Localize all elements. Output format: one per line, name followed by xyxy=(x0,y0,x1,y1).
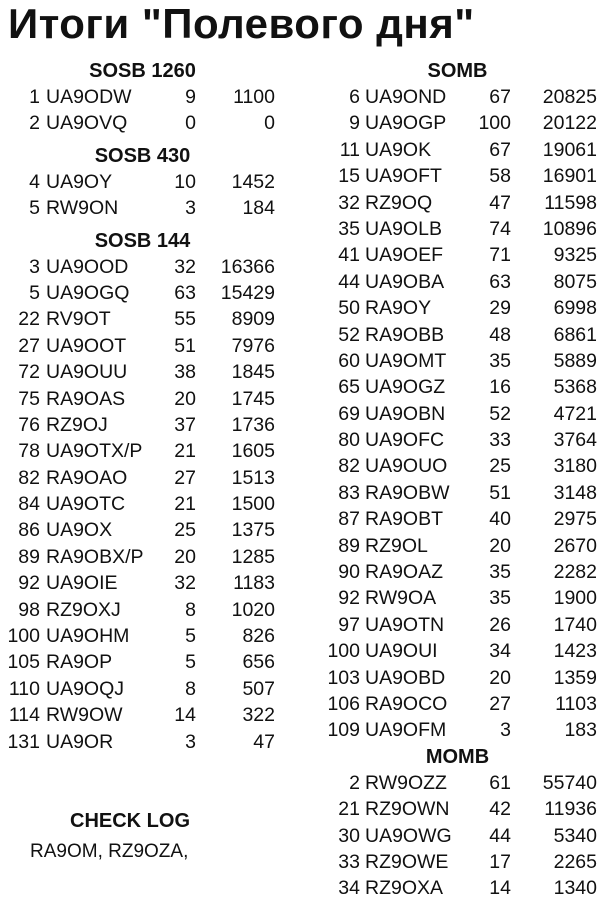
row-call: RZ9OL xyxy=(365,534,428,557)
row-rank: 5 xyxy=(29,281,40,304)
table-row xyxy=(315,137,600,163)
row-qso: 44 xyxy=(489,824,511,847)
row-rank: 103 xyxy=(327,666,360,689)
row-rank: 27 xyxy=(18,334,40,357)
table-row xyxy=(315,823,600,849)
row-rank: 100 xyxy=(7,625,40,648)
table-row xyxy=(315,216,600,242)
row-pts: 55740 xyxy=(542,771,597,794)
table-row xyxy=(315,533,600,559)
row-call: RZ9OWN xyxy=(365,798,450,821)
row-qso: 63 xyxy=(174,281,196,304)
table-row xyxy=(315,849,600,875)
row-qso: 35 xyxy=(489,587,511,610)
row-call: RV9OT xyxy=(46,308,111,331)
row-qso: 20 xyxy=(174,387,196,410)
row-qso: 35 xyxy=(489,561,511,584)
table-row xyxy=(315,480,600,506)
table-row xyxy=(315,295,600,321)
row-qso: 0 xyxy=(185,112,196,135)
row-qso: 10 xyxy=(174,170,196,193)
table-row xyxy=(315,796,600,822)
row-call: UA9OLB xyxy=(365,217,442,240)
row-call: UA9OOT xyxy=(46,334,127,357)
row-qso: 52 xyxy=(489,402,511,425)
row-pts: 1285 xyxy=(231,545,275,568)
row-qso: 26 xyxy=(489,613,511,636)
row-pts: 4721 xyxy=(553,402,597,425)
row-rank: 97 xyxy=(338,613,360,636)
row-qso: 20 xyxy=(489,666,511,689)
table-row xyxy=(0,333,285,359)
row-qso: 14 xyxy=(489,877,511,900)
table-row xyxy=(315,348,600,374)
row-call: RA9OAS xyxy=(46,387,126,410)
row-pts: 184 xyxy=(242,197,275,220)
row-call: UA9OFM xyxy=(365,719,447,742)
row-rank: 34 xyxy=(338,877,360,900)
row-qso: 47 xyxy=(489,191,511,214)
row-qso: 27 xyxy=(489,692,511,715)
section-heading: SOSB 430 xyxy=(94,144,191,167)
table-row xyxy=(315,401,600,427)
row-qso: 42 xyxy=(489,798,511,821)
row-rank: 41 xyxy=(338,244,360,267)
row-pts: 16901 xyxy=(542,165,597,188)
row-qso: 25 xyxy=(174,519,196,542)
row-call: RZ9OWE xyxy=(365,850,449,873)
row-qso: 51 xyxy=(174,334,196,357)
row-rank: 1 xyxy=(29,86,40,108)
row-rank: 98 xyxy=(18,598,40,621)
row-call: RA9OAZ xyxy=(365,561,444,584)
check-log-heading: CHECK LOG xyxy=(70,810,190,832)
row-pts: 8909 xyxy=(231,308,275,331)
row-rank: 4 xyxy=(29,170,40,193)
row-call: UA9OUO xyxy=(365,455,448,478)
row-call: UA9OVQ xyxy=(46,112,128,135)
row-qso: 67 xyxy=(489,138,511,161)
table-row xyxy=(0,254,285,280)
row-rank: 114 xyxy=(8,704,40,727)
row-call: UA9OQJ xyxy=(46,677,125,700)
row-qso: 3 xyxy=(185,730,196,753)
row-pts: 5368 xyxy=(553,376,597,399)
row-pts: 656 xyxy=(242,651,275,674)
row-rank: 65 xyxy=(338,376,360,399)
row-call: UA9OK xyxy=(365,138,432,161)
row-pts: 1740 xyxy=(553,613,597,636)
row-pts: 11598 xyxy=(544,191,597,214)
row-rank: 33 xyxy=(338,850,360,873)
row-rank: 75 xyxy=(18,387,40,410)
table-row xyxy=(315,612,600,638)
row-pts: 1020 xyxy=(231,598,275,621)
row-pts: 15429 xyxy=(220,281,275,304)
row-pts: 5340 xyxy=(553,824,597,847)
row-rank: 6 xyxy=(349,86,360,108)
row-pts: 1340 xyxy=(553,877,597,900)
row-rank: 87 xyxy=(338,508,360,531)
row-pts: 1359 xyxy=(553,666,597,689)
row-call: RW9OA xyxy=(365,587,437,610)
table-row xyxy=(0,280,285,306)
row-rank: 5 xyxy=(29,197,40,220)
row-call: UA9OEF xyxy=(365,244,444,267)
table-row xyxy=(0,306,285,332)
row-qso: 20 xyxy=(174,545,196,568)
table-row xyxy=(0,84,285,110)
row-call: RZ9OJ xyxy=(46,413,108,436)
table-row xyxy=(0,649,285,675)
table-row xyxy=(0,169,285,195)
table-row xyxy=(315,770,600,796)
check-log-text: RA9OM, RZ9OZA, xyxy=(30,841,189,862)
table-row xyxy=(0,702,285,728)
table-row xyxy=(0,623,285,649)
row-call: UA9OBA xyxy=(365,270,445,293)
row-pts: 3180 xyxy=(553,455,597,478)
row-rank: 9 xyxy=(349,112,360,135)
row-rank: 2 xyxy=(29,112,40,135)
row-pts: 6998 xyxy=(553,297,597,320)
row-pts: 19061 xyxy=(542,138,597,161)
table-row xyxy=(315,242,600,268)
row-qso: 25 xyxy=(489,455,511,478)
row-rank: 52 xyxy=(338,323,360,346)
table-row xyxy=(315,717,600,743)
row-rank: 82 xyxy=(18,466,40,489)
row-rank: 11 xyxy=(339,138,360,161)
left-column xyxy=(0,58,285,755)
row-pts: 826 xyxy=(242,625,275,648)
row-qso: 3 xyxy=(500,719,511,742)
row-pts: 7976 xyxy=(231,334,275,357)
table-row xyxy=(315,110,600,136)
row-qso: 16 xyxy=(489,376,511,399)
row-pts: 1900 xyxy=(553,587,597,610)
row-qso: 51 xyxy=(489,481,511,504)
check-log xyxy=(0,810,260,863)
row-rank: 100 xyxy=(327,640,360,663)
table-row xyxy=(315,163,600,189)
row-qso: 9 xyxy=(185,86,196,108)
row-rank: 69 xyxy=(338,402,360,425)
row-rank: 76 xyxy=(18,413,40,436)
table-row xyxy=(0,359,285,385)
row-qso: 14 xyxy=(174,704,196,727)
row-qso: 55 xyxy=(174,308,196,331)
row-qso: 5 xyxy=(185,625,196,648)
row-call: UA9OUI xyxy=(365,640,438,663)
row-call: RA9OBB xyxy=(365,323,445,346)
row-call: RZ9OXJ xyxy=(46,598,121,621)
row-qso: 32 xyxy=(174,572,196,595)
row-pts: 3764 xyxy=(553,429,597,452)
row-call: RW9OW xyxy=(46,704,123,727)
row-rank: 60 xyxy=(338,349,360,372)
table-row xyxy=(315,190,600,216)
row-rank: 80 xyxy=(338,429,360,452)
row-pts: 322 xyxy=(242,704,275,727)
row-rank: 89 xyxy=(18,545,40,568)
row-rank: 105 xyxy=(7,651,40,674)
row-qso: 3 xyxy=(185,197,196,220)
table-row xyxy=(0,110,285,136)
row-pts: 1745 xyxy=(231,387,275,410)
row-rank: 35 xyxy=(338,217,360,240)
table-row xyxy=(0,491,285,517)
row-qso: 20 xyxy=(489,534,511,557)
row-qso: 21 xyxy=(174,493,196,516)
section-heading: SOMB xyxy=(427,60,488,82)
row-call: UA9OX xyxy=(46,519,113,542)
row-rank: 2 xyxy=(349,771,360,794)
row-call: RA9OCO xyxy=(365,692,448,715)
row-qso: 21 xyxy=(174,440,196,463)
row-call: RA9OBW xyxy=(365,481,450,504)
row-call: UA9OBN xyxy=(365,402,446,425)
row-pts: 1375 xyxy=(231,519,275,542)
row-qso: 67 xyxy=(489,86,511,108)
row-rank: 131 xyxy=(7,730,40,753)
row-rank: 3 xyxy=(29,255,40,278)
row-call: RW9OZZ xyxy=(365,771,447,794)
row-pts: 1423 xyxy=(553,640,597,663)
row-qso: 35 xyxy=(489,349,511,372)
row-pts: 20122 xyxy=(542,112,597,135)
row-pts: 8075 xyxy=(553,270,597,293)
row-pts: 2265 xyxy=(553,850,597,873)
row-pts: 1736 xyxy=(231,413,275,436)
row-rank: 21 xyxy=(338,798,360,821)
row-qso: 27 xyxy=(174,466,196,489)
row-pts: 10896 xyxy=(542,217,597,240)
row-pts: 16366 xyxy=(220,255,275,278)
row-pts: 1452 xyxy=(231,170,275,193)
row-pts: 3148 xyxy=(553,481,597,504)
section-heading: SOSB 144 xyxy=(94,229,191,252)
row-call: RA9OAO xyxy=(46,466,128,489)
row-call: UA9OBD xyxy=(365,666,446,689)
row-rank: 89 xyxy=(338,534,360,557)
table-row xyxy=(315,691,600,717)
row-call: UA9OTX/P xyxy=(46,440,143,463)
row-pts: 1845 xyxy=(231,361,275,384)
row-qso: 33 xyxy=(489,429,511,452)
section-heading: SOSB 1260 xyxy=(89,60,196,82)
row-call: UA9OOD xyxy=(46,255,129,278)
row-call: UA9OY xyxy=(46,170,113,193)
row-rank: 84 xyxy=(18,493,40,516)
row-pts: 11936 xyxy=(544,798,597,821)
row-call: RZ9OQ xyxy=(365,191,433,214)
table-row xyxy=(0,544,285,570)
row-qso: 34 xyxy=(489,640,511,663)
row-call: RW9ON xyxy=(46,197,119,220)
row-qso: 71 xyxy=(489,244,511,267)
right-column xyxy=(315,58,600,902)
row-call: RA9OY xyxy=(365,297,432,320)
row-call: RA9OBT xyxy=(365,508,444,531)
row-rank: 109 xyxy=(327,719,360,742)
row-qso: 5 xyxy=(185,651,196,674)
row-rank: 22 xyxy=(18,308,40,331)
row-rank: 82 xyxy=(338,455,360,478)
table-row xyxy=(0,597,285,623)
row-call: UA9OHM xyxy=(46,625,130,648)
row-rank: 30 xyxy=(338,824,360,847)
table-row xyxy=(0,195,285,221)
row-call: UA9ODW xyxy=(46,86,132,108)
row-rank: 78 xyxy=(18,440,40,463)
table-row xyxy=(0,729,285,755)
row-rank: 44 xyxy=(338,270,360,293)
table-row xyxy=(0,386,285,412)
row-call: RZ9OXA xyxy=(365,877,444,900)
row-qso: 74 xyxy=(489,217,511,240)
row-rank: 15 xyxy=(338,165,360,188)
table-row xyxy=(315,322,600,348)
row-call: UA9OFC xyxy=(365,429,445,452)
row-call: UA9OFT xyxy=(365,165,442,188)
row-call: UA9OTN xyxy=(365,613,445,636)
row-rank: 50 xyxy=(338,297,360,320)
row-qso: 63 xyxy=(489,270,511,293)
row-qso: 29 xyxy=(489,297,511,320)
row-rank: 110 xyxy=(8,677,40,700)
row-pts: 5889 xyxy=(553,349,597,372)
row-qso: 61 xyxy=(489,771,511,794)
row-call: UA9OR xyxy=(46,730,114,753)
row-qso: 40 xyxy=(489,508,511,531)
row-pts: 47 xyxy=(253,730,275,753)
table-row xyxy=(0,570,285,596)
row-rank: 92 xyxy=(18,572,40,595)
row-qso: 38 xyxy=(174,361,196,384)
table-row xyxy=(315,875,600,901)
table-row xyxy=(315,638,600,664)
row-qso: 48 xyxy=(489,323,511,346)
section-heading: MOMB xyxy=(425,745,490,768)
row-qso: 37 xyxy=(174,413,196,436)
row-pts: 1100 xyxy=(233,86,275,108)
row-pts: 1183 xyxy=(233,572,275,595)
row-pts: 6861 xyxy=(553,323,597,346)
row-rank: 83 xyxy=(338,481,360,504)
table-row xyxy=(315,427,600,453)
table-row xyxy=(0,438,285,464)
row-call: UA9OGZ xyxy=(365,376,446,399)
row-pts: 20825 xyxy=(542,86,597,108)
row-call: UA9OTC xyxy=(46,493,126,516)
table-row xyxy=(315,559,600,585)
table-row xyxy=(315,84,600,110)
row-call: RA9OBX/P xyxy=(46,545,144,568)
row-call: RA9OP xyxy=(46,651,113,674)
row-qso: 58 xyxy=(489,165,511,188)
page-title: Итоги "Полевого дня" xyxy=(8,0,475,47)
table-row xyxy=(0,517,285,543)
table-row xyxy=(0,676,285,702)
row-pts: 1513 xyxy=(231,466,275,489)
row-call: UA9OND xyxy=(365,86,447,108)
table-row xyxy=(315,453,600,479)
row-call: UA9OWG xyxy=(365,824,452,847)
row-qso: 100 xyxy=(478,112,511,135)
row-qso: 32 xyxy=(174,255,196,278)
table-row xyxy=(315,665,600,691)
row-rank: 92 xyxy=(338,587,360,610)
row-pts: 2670 xyxy=(553,534,597,557)
row-pts: 183 xyxy=(564,719,597,742)
row-call: UA9OUU xyxy=(46,361,128,384)
row-qso: 8 xyxy=(185,598,196,621)
row-rank: 106 xyxy=(327,692,360,715)
table-row xyxy=(315,374,600,400)
row-pts: 0 xyxy=(264,112,275,135)
row-pts: 2975 xyxy=(553,508,597,531)
row-pts: 1500 xyxy=(231,493,275,516)
row-pts: 1605 xyxy=(231,440,275,463)
row-qso: 17 xyxy=(489,850,511,873)
table-row xyxy=(315,506,600,532)
row-call: UA9OGP xyxy=(365,112,447,135)
row-qso: 8 xyxy=(185,677,196,700)
row-pts: 9325 xyxy=(553,244,597,267)
table-row xyxy=(315,585,600,611)
table-row xyxy=(0,412,285,438)
table-row xyxy=(0,465,285,491)
row-call: UA9OIE xyxy=(46,572,118,595)
row-pts: 507 xyxy=(242,677,275,700)
row-rank: 72 xyxy=(18,361,40,384)
row-rank: 90 xyxy=(338,561,360,584)
row-call: UA9OGQ xyxy=(46,281,130,304)
row-call: UA9OMT xyxy=(365,349,447,372)
row-rank: 86 xyxy=(18,519,40,542)
row-pts: 1103 xyxy=(555,692,597,715)
row-rank: 32 xyxy=(338,191,360,214)
table-row xyxy=(315,269,600,295)
row-pts: 2282 xyxy=(553,561,597,584)
